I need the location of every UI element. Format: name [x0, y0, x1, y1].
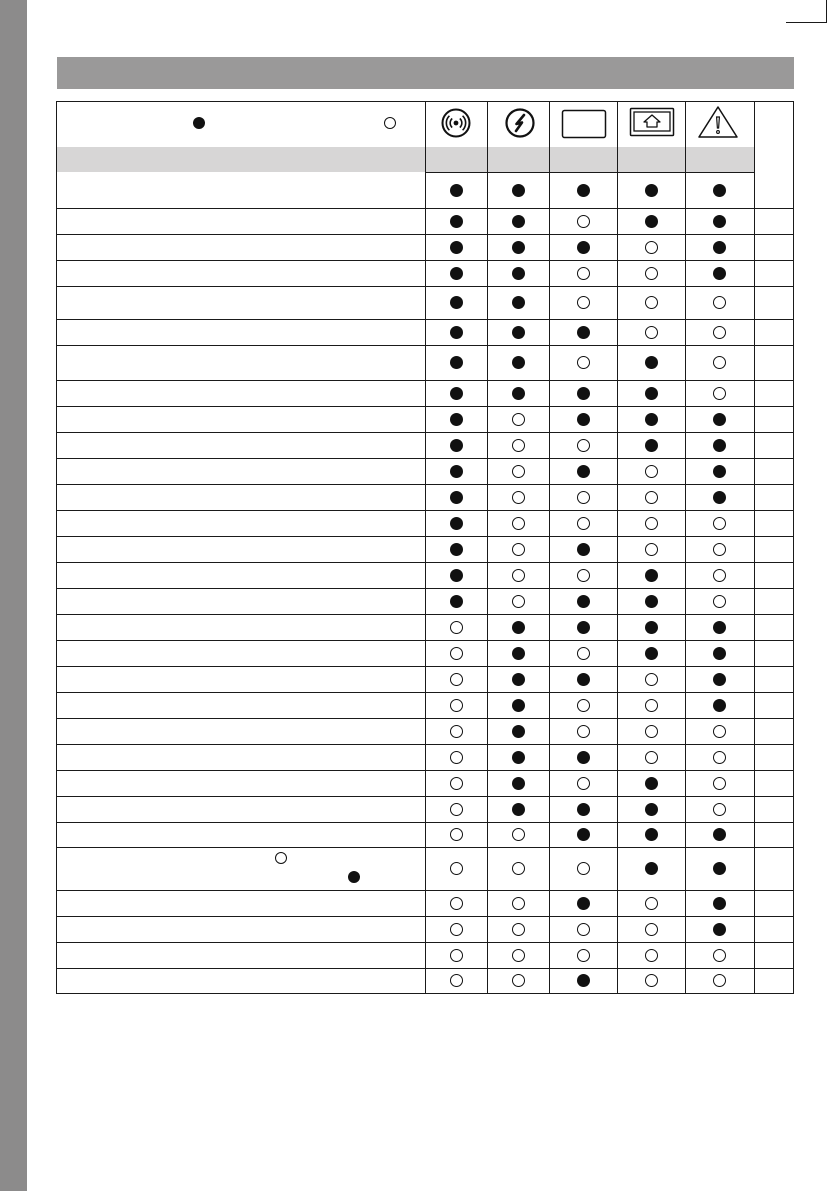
status-dot-on — [512, 184, 525, 197]
status-dot-off — [577, 439, 590, 452]
status-dot-off — [645, 974, 658, 987]
status-dot-on — [645, 595, 658, 608]
column-divider — [685, 101, 686, 994]
status-dot-on — [645, 803, 658, 816]
status-dot-on — [645, 777, 658, 790]
status-dot-off — [645, 725, 658, 738]
status-dot-off — [577, 949, 590, 962]
status-dot-off — [450, 777, 463, 790]
status-dot-off — [645, 267, 658, 280]
blank-display-icon — [561, 109, 607, 139]
status-dot-off — [577, 267, 590, 280]
status-dot-off — [645, 897, 658, 910]
status-dot-on — [450, 439, 463, 452]
status-dot-off — [450, 897, 463, 910]
status-dot-off — [512, 897, 525, 910]
status-dot-off — [577, 647, 590, 660]
status-dot-on — [645, 215, 658, 228]
status-dot-off — [450, 974, 463, 987]
status-dot-on — [577, 595, 590, 608]
status-dot-off — [450, 647, 463, 660]
column-divider — [487, 101, 488, 994]
status-dot-off — [577, 296, 590, 309]
status-dot-on — [577, 803, 590, 816]
status-dot-off — [577, 725, 590, 738]
status-dot-on — [450, 491, 463, 504]
status-dot-off — [577, 777, 590, 790]
status-dot-on — [450, 184, 463, 197]
status-dot-on — [450, 595, 463, 608]
status-dot-off — [512, 517, 525, 530]
column-divider — [549, 101, 550, 994]
status-dot-on — [645, 647, 658, 660]
status-dot-on — [645, 184, 658, 197]
status-dot-on — [713, 413, 726, 426]
status-dot-off — [512, 439, 525, 452]
status-dot-off — [450, 923, 463, 936]
status-dot-on — [512, 267, 525, 280]
status-dot-off — [713, 949, 726, 962]
status-dot-off — [645, 326, 658, 339]
status-dot-on — [512, 673, 525, 686]
status-dot-on — [713, 184, 726, 197]
status-table — [56, 101, 794, 994]
status-dot-on — [450, 267, 463, 280]
status-dot-off — [512, 595, 525, 608]
status-dot-on — [577, 974, 590, 987]
status-dot-off — [713, 803, 726, 816]
status-dot-on — [512, 699, 525, 712]
status-dot-off — [512, 543, 525, 556]
sound-alarm-icon — [441, 108, 471, 138]
status-dot-on — [577, 828, 590, 841]
crop-mark — [786, 0, 827, 23]
status-dot-off — [450, 621, 463, 634]
status-dot-on — [577, 621, 590, 634]
status-dot-on — [645, 387, 658, 400]
status-dot-off — [450, 751, 463, 764]
status-dot-off — [450, 725, 463, 738]
side-tab — [0, 0, 27, 1191]
status-dot-on — [645, 413, 658, 426]
status-dot-on — [450, 465, 463, 478]
status-dot-off — [512, 465, 525, 478]
status-dot-on — [645, 621, 658, 634]
status-dot-off — [577, 862, 590, 875]
power-icon — [505, 108, 535, 138]
status-dot-off — [645, 751, 658, 764]
status-dot-on — [577, 387, 590, 400]
status-dot-on — [512, 296, 525, 309]
status-dot-off — [645, 949, 658, 962]
status-dot-off — [645, 543, 658, 556]
status-dot-on — [713, 465, 726, 478]
status-dot-on — [645, 439, 658, 452]
warning-triangle-icon — [697, 105, 739, 139]
status-dot-on — [512, 215, 525, 228]
status-dot-on — [450, 356, 463, 369]
status-dot-off — [577, 356, 590, 369]
status-dot-on — [713, 923, 726, 936]
status-dot-off — [645, 241, 658, 254]
column-divider — [425, 101, 426, 994]
status-dot-off — [713, 777, 726, 790]
status-dot-off — [512, 949, 525, 962]
subheader-band — [57, 147, 754, 172]
status-dot-off — [450, 699, 463, 712]
status-dot-on — [450, 296, 463, 309]
status-dot-off — [645, 517, 658, 530]
status-dot-off — [450, 828, 463, 841]
status-dot-off — [645, 465, 658, 478]
status-dot-off — [713, 356, 726, 369]
status-dot-off — [512, 569, 525, 582]
status-dot-on — [713, 491, 726, 504]
status-dot-off — [645, 923, 658, 936]
status-dot-on — [450, 569, 463, 582]
status-dot-on — [645, 828, 658, 841]
status-dot-on — [450, 387, 463, 400]
status-dot-on — [577, 413, 590, 426]
status-dot-on — [577, 241, 590, 254]
status-dot-off — [645, 296, 658, 309]
status-dot-off — [512, 974, 525, 987]
status-dot-off — [713, 569, 726, 582]
status-dot-on — [512, 647, 525, 660]
status-dot-on — [645, 356, 658, 369]
status-dot-off — [645, 673, 658, 686]
column-divider — [793, 101, 794, 994]
status-dot-on — [450, 413, 463, 426]
status-dot-on — [512, 803, 525, 816]
status-dot-off — [577, 923, 590, 936]
status-dot-off — [713, 326, 726, 339]
status-dot-off — [512, 828, 525, 841]
status-dot-off — [713, 974, 726, 987]
status-dot-on — [713, 673, 726, 686]
status-dot-off — [713, 725, 726, 738]
status-dot-on — [713, 897, 726, 910]
status-dot-off — [577, 517, 590, 530]
status-dot-on — [713, 215, 726, 228]
status-dot-on — [512, 387, 525, 400]
status-dot-off — [713, 387, 726, 400]
status-dot-on — [713, 647, 726, 660]
house-display-icon — [629, 107, 675, 137]
status-dot-off — [450, 673, 463, 686]
status-dot-on — [512, 326, 525, 339]
note-off-symbol — [275, 852, 287, 864]
status-dot-on — [577, 184, 590, 197]
status-dot-off — [713, 296, 726, 309]
status-dot-off — [645, 699, 658, 712]
status-dot-off — [512, 923, 525, 936]
status-dot-off — [577, 699, 590, 712]
status-dot-on — [713, 828, 726, 841]
status-dot-off — [713, 751, 726, 764]
row-divider — [425, 172, 754, 173]
status-dot-on — [577, 326, 590, 339]
status-dot-on — [645, 569, 658, 582]
status-dot-on — [450, 543, 463, 556]
status-dot-on — [512, 241, 525, 254]
status-dot-off — [450, 803, 463, 816]
status-dot-on — [713, 439, 726, 452]
status-dot-off — [512, 413, 525, 426]
section-title-bar — [57, 57, 794, 89]
status-dot-off — [512, 491, 525, 504]
status-dot-off — [645, 491, 658, 504]
status-dot-on — [512, 751, 525, 764]
note-on-symbol — [348, 871, 360, 883]
status-dot-on — [713, 621, 726, 634]
status-dot-off — [450, 862, 463, 875]
status-dot-off — [512, 862, 525, 875]
status-dot-off — [450, 949, 463, 962]
status-dot-on — [713, 267, 726, 280]
status-dot-off — [577, 569, 590, 582]
status-dot-on — [512, 777, 525, 790]
status-dot-off — [713, 517, 726, 530]
status-dot-off — [713, 543, 726, 556]
status-dot-on — [450, 517, 463, 530]
status-dot-on — [450, 215, 463, 228]
status-dot-on — [512, 725, 525, 738]
status-dot-off — [577, 215, 590, 228]
status-dot-on — [512, 621, 525, 634]
status-dot-off — [577, 491, 590, 504]
status-dot-on — [577, 543, 590, 556]
status-dot-on — [713, 862, 726, 875]
status-dot-on — [577, 751, 590, 764]
column-divider — [754, 101, 755, 994]
status-dot-on — [512, 356, 525, 369]
status-dot-on — [577, 673, 590, 686]
status-dot-on — [450, 241, 463, 254]
status-dot-on — [577, 897, 590, 910]
status-dot-off — [713, 595, 726, 608]
legend-on-symbol — [193, 117, 205, 129]
status-dot-on — [713, 699, 726, 712]
status-dot-on — [450, 326, 463, 339]
legend-off-symbol — [384, 117, 396, 129]
status-dot-on — [713, 241, 726, 254]
status-dot-on — [577, 465, 590, 478]
column-divider — [617, 101, 618, 994]
column-divider — [56, 101, 57, 994]
status-dot-on — [645, 862, 658, 875]
